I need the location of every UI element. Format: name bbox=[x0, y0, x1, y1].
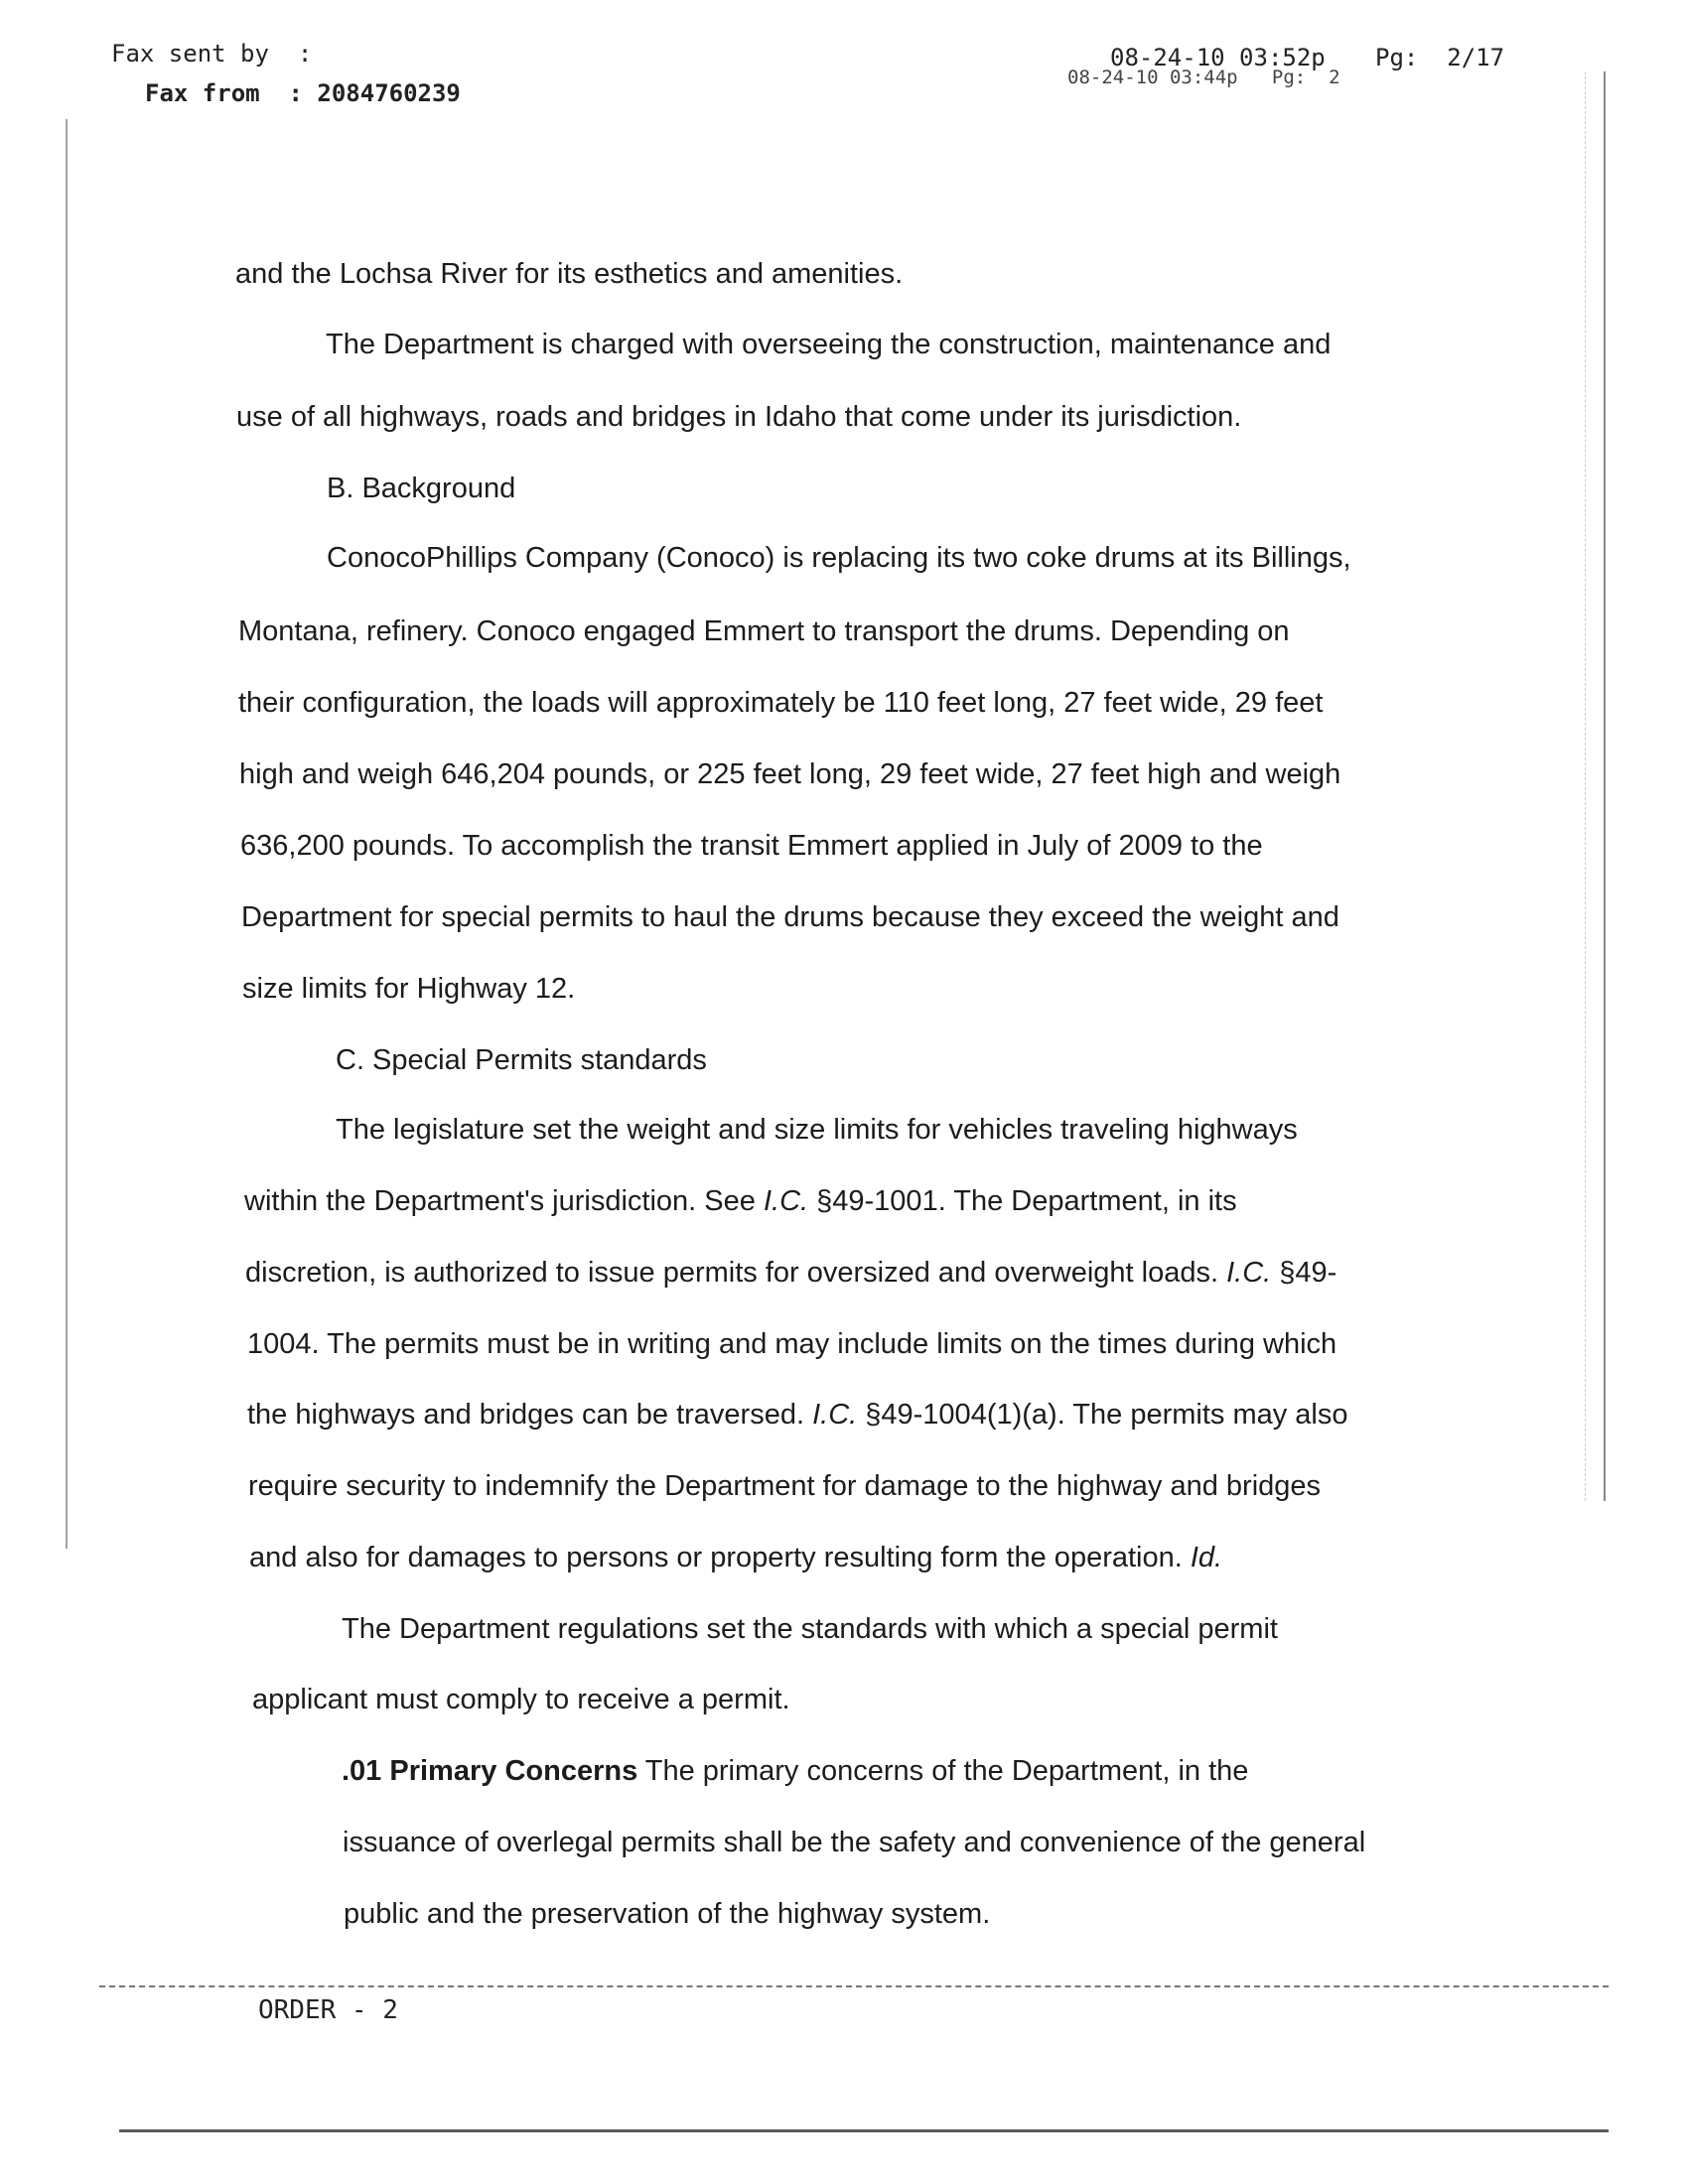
body-line: public and the preservation of the highway system. bbox=[344, 1898, 991, 1930]
footer-separator bbox=[99, 1985, 1609, 1987]
body-line: require security to indemnify the Department for damage to the highway and bridges bbox=[248, 1470, 1322, 1502]
body-line: issuance of overlegal permits shall be the safety and convenience of the general bbox=[343, 1827, 1366, 1858]
citation: I.C. bbox=[1226, 1257, 1272, 1289]
body-line: The Department is charged with overseeing the construction, maintenance and bbox=[326, 329, 1332, 360]
body-line: discretion, is authorized to issue permits for oversized and overweight loads. I.C. §49- bbox=[245, 1257, 1337, 1289]
body-line: 636,200 pounds. To accomplish the transit Emmert applied in July of 2009 to the bbox=[240, 830, 1263, 862]
scan-left-edge bbox=[66, 119, 68, 1549]
body-line: .01 Primary Concerns The primary concerns of the Department, in the bbox=[342, 1755, 1249, 1787]
body-line: high and weigh 646,204 pounds, or 225 feet long, 29 feet wide, 27 feet high and weigh bbox=[239, 758, 1341, 790]
body-line: applicant must comply to receive a permit. bbox=[252, 1684, 790, 1715]
fax-from-number: Fax from : 2084760239 bbox=[145, 79, 461, 107]
citation: I.C. bbox=[763, 1185, 809, 1217]
body-line: The Department regulations set the standards with which a special permit bbox=[342, 1613, 1278, 1645]
body-line: use of all highways, roads and bridges in Idaho that come under its jurisdiction. bbox=[236, 401, 1242, 433]
body-line: 1004. The permits must be in writing and may include limits on the times during which bbox=[247, 1328, 1337, 1360]
section-heading-background: B. Background bbox=[327, 473, 516, 504]
scan-right-edge bbox=[1604, 71, 1606, 1501]
body-line: the highways and bridges can be traversed. I.C. §49-1004(1)(a). The permits may also bbox=[247, 1399, 1348, 1431]
regulation-heading: .01 Primary Concerns bbox=[342, 1755, 638, 1787]
footer-order-label: ORDER - 2 bbox=[258, 1995, 398, 2025]
body-line: their configuration, the loads will approximately be 110 feet long, 27 feet wide, 29 feet bbox=[238, 687, 1324, 719]
citation: I.C. bbox=[812, 1399, 858, 1431]
fax-sent-by: Fax sent by : bbox=[111, 40, 313, 68]
body-line: within the Department's jurisdiction. See I.C. §49-1001. The Department, in its bbox=[244, 1185, 1237, 1217]
body-line: ConocoPhillips Company (Conoco) is replacing its two coke drums at its Billings, bbox=[327, 542, 1351, 574]
footer-bottom-rule bbox=[119, 2129, 1609, 2132]
body-line: Montana, refinery. Conoco engaged Emmert to transport the drums. Depending on bbox=[238, 615, 1290, 647]
scan-right-edge-faint bbox=[1585, 71, 1587, 1501]
body-line: and the Lochsa River for its esthetics and amenities. bbox=[235, 258, 904, 290]
citation: Id. bbox=[1190, 1542, 1223, 1573]
fax-datetime: 08-24-10 03:52p bbox=[1110, 44, 1326, 71]
body-line: The legislature set the weight and size limits for vehicles traveling highways bbox=[336, 1114, 1298, 1146]
fax-page-count: Pg: 2/17 bbox=[1375, 44, 1505, 71]
fax-datetime-overprint: 08-24-10 03:44p Pg: 2 bbox=[1067, 67, 1340, 88]
body-line: Department for special permits to haul the drums because they exceed the weight and bbox=[241, 901, 1339, 933]
body-line: size limits for Highway 12. bbox=[242, 973, 576, 1005]
body-line: and also for damages to persons or property resulting form the operation. Id. bbox=[249, 1542, 1223, 1573]
section-heading-special-permits: C. Special Permits standards bbox=[336, 1044, 707, 1076]
